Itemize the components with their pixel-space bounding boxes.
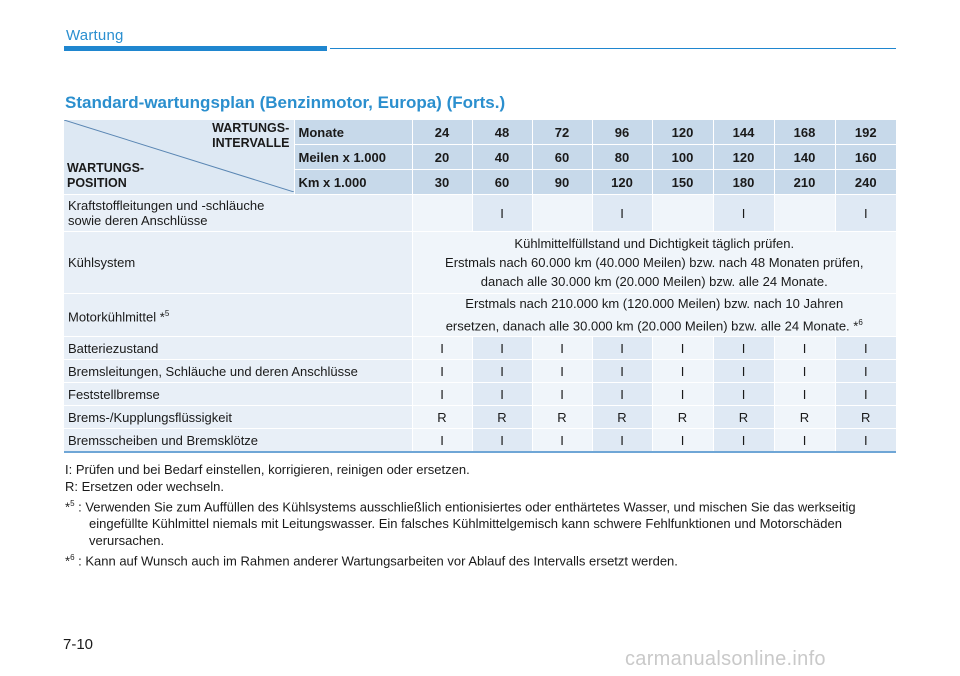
interval-cell: I: [713, 383, 774, 406]
interval-cell: I: [592, 429, 652, 453]
maintenance-item-label: Motorkühlmittel *$^5$: [64, 294, 412, 337]
table-row: [64, 294, 896, 337]
interval-value: 160: [835, 145, 896, 170]
interval-cell: I: [592, 360, 652, 383]
interval-cell: I: [532, 429, 592, 453]
interval-cell: I: [532, 383, 592, 406]
maintenance-item-label: Kraftstoffleitungen und -schläuche sowie deren Anschlüsse: [64, 195, 412, 232]
header-rule: [330, 48, 896, 49]
interval-cell: I: [835, 429, 896, 453]
interval-cell: I: [713, 337, 774, 360]
interval-value: 60: [532, 145, 592, 170]
interval-cell: [774, 195, 835, 232]
interval-cell: R: [412, 406, 472, 429]
interval-cell: I: [472, 195, 532, 232]
interval-cell: I: [472, 360, 532, 383]
maintenance-table: [64, 120, 896, 453]
interval-cell: I: [472, 337, 532, 360]
corner-interval-label: WARTUNGS- INTERVALLE: [212, 121, 290, 150]
interval-cell: R: [472, 406, 532, 429]
interval-value: 20: [412, 145, 472, 170]
interval-cell: I: [652, 360, 713, 383]
merged-instruction: Erstmals nach 210.000 km (120.000 Meilen) bzw. nach 10 Jahren ersetzen, danach alle 30.000 km (20.000 Meilen) bzw. alle 24 Monate. *$^6$: [412, 294, 896, 337]
maintenance-item-label: Kühlsystem: [64, 232, 412, 294]
interval-value: 180: [713, 170, 774, 195]
table-row: [64, 429, 896, 453]
page-title: Standard-wartungsplan (Benzinmotor, Europa) (Forts.): [65, 93, 506, 112]
interval-cell: R: [532, 406, 592, 429]
interval-value: 168: [774, 120, 835, 145]
legend-notes: [65, 461, 905, 570]
interval-value: 140: [774, 145, 835, 170]
interval-cell: R: [713, 406, 774, 429]
maintenance-item-label: Bremsscheiben und Bremsklötze: [64, 429, 412, 453]
interval-cell: I: [713, 429, 774, 453]
interval-cell: I: [412, 360, 472, 383]
interval-cell: I: [652, 429, 713, 453]
interval-value: 24: [412, 120, 472, 145]
note-replace: R: Ersetzen oder wechseln.: [65, 479, 224, 494]
interval-cell: R: [652, 406, 713, 429]
table-row: [64, 406, 896, 429]
interval-value: 30: [412, 170, 472, 195]
header-row-label: Meilen x 1.000: [294, 145, 412, 170]
interval-value: 48: [472, 120, 532, 145]
merged-instruction: Kühlmittelfüllstand und Dichtigkeit täglich prüfen. Erstmals nach 60.000 km (40.000 Meilen) bzw. nach 48 Monaten prüfen, danach alle 30.000 km (20.000 Meilen) bzw. alle 24 Monate.: [412, 232, 896, 294]
interval-cell: I: [713, 195, 774, 232]
interval-cell: I: [532, 337, 592, 360]
interval-value: 192: [835, 120, 896, 145]
interval-value: 72: [532, 120, 592, 145]
corner-header: [64, 120, 294, 195]
maintenance-item-label: Brems-/Kupplungsflüssigkeit: [64, 406, 412, 429]
interval-value: 120: [592, 170, 652, 195]
interval-cell: [532, 195, 592, 232]
interval-value: 120: [652, 120, 713, 145]
interval-cell: I: [652, 383, 713, 406]
interval-cell: I: [412, 337, 472, 360]
interval-cell: I: [774, 337, 835, 360]
interval-value: 240: [835, 170, 896, 195]
interval-cell: I: [592, 383, 652, 406]
header-row-label: Monate: [294, 120, 412, 145]
page-number: 7-10: [63, 636, 94, 653]
interval-value: 210: [774, 170, 835, 195]
interval-value: 60: [472, 170, 532, 195]
table-row: [64, 360, 896, 383]
interval-cell: R: [835, 406, 896, 429]
header-row-months: [64, 120, 896, 145]
interval-value: 120: [713, 145, 774, 170]
footnote-5: *$^5$ : Verwenden Sie zum Auffüllen des Kühlsystems ausschließlich entionisiertes oder enthärtetes Wasser, und mischen Sie das werkseitig eingefüllte Kühlmittel niemals mit Leitungswasser. Ein falsches Kühlmittelgemisch kann schwere Fehlfunktionen und Motorschäden verursachen.: [65, 499, 856, 549]
interval-cell: I: [835, 383, 896, 406]
interval-cell: I: [532, 360, 592, 383]
interval-cell: I: [774, 429, 835, 453]
interval-cell: I: [835, 337, 896, 360]
interval-cell: I: [472, 383, 532, 406]
interval-cell: I: [835, 360, 896, 383]
interval-value: 100: [652, 145, 713, 170]
note-inspect: I: Prüfen und bei Bedarf einstellen, korrigieren, reinigen oder ersetzen.: [65, 462, 470, 477]
section-label: Wartung: [66, 27, 124, 44]
interval-value: 144: [713, 120, 774, 145]
table-row: [64, 195, 896, 232]
interval-cell: I: [412, 429, 472, 453]
interval-cell: I: [835, 195, 896, 232]
interval-cell: I: [652, 337, 713, 360]
footnote-6: *$^6$ : Kann auf Wunsch auch im Rahmen anderer Wartungsarbeiten vor Ablauf des Intervalls ersetzt werden.: [65, 553, 678, 569]
interval-cell: I: [774, 360, 835, 383]
header-bar-accent: [64, 46, 327, 51]
corner-position-label: WARTUNGS- POSITION: [67, 161, 145, 190]
header-row-label: Km x 1.000: [294, 170, 412, 195]
interval-value: 80: [592, 145, 652, 170]
maintenance-item-label: Bremsleitungen, Schläuche und deren Anschlüsse: [64, 360, 412, 383]
table-row: [64, 383, 896, 406]
interval-cell: R: [774, 406, 835, 429]
interval-cell: I: [774, 383, 835, 406]
table-row: [64, 337, 896, 360]
maintenance-item-label: Feststellbremse: [64, 383, 412, 406]
interval-cell: I: [412, 383, 472, 406]
interval-cell: I: [472, 429, 532, 453]
interval-value: 150: [652, 170, 713, 195]
maintenance-item-label: Batteriezustand: [64, 337, 412, 360]
interval-cell: I: [713, 360, 774, 383]
interval-cell: R: [592, 406, 652, 429]
interval-value: 40: [472, 145, 532, 170]
interval-cell: [652, 195, 713, 232]
interval-cell: I: [592, 337, 652, 360]
interval-cell: [412, 195, 472, 232]
interval-value: 96: [592, 120, 652, 145]
table-row: [64, 232, 896, 294]
interval-cell: I: [592, 195, 652, 232]
interval-value: 90: [532, 170, 592, 195]
watermark: carmanualsonline.info: [625, 648, 826, 670]
